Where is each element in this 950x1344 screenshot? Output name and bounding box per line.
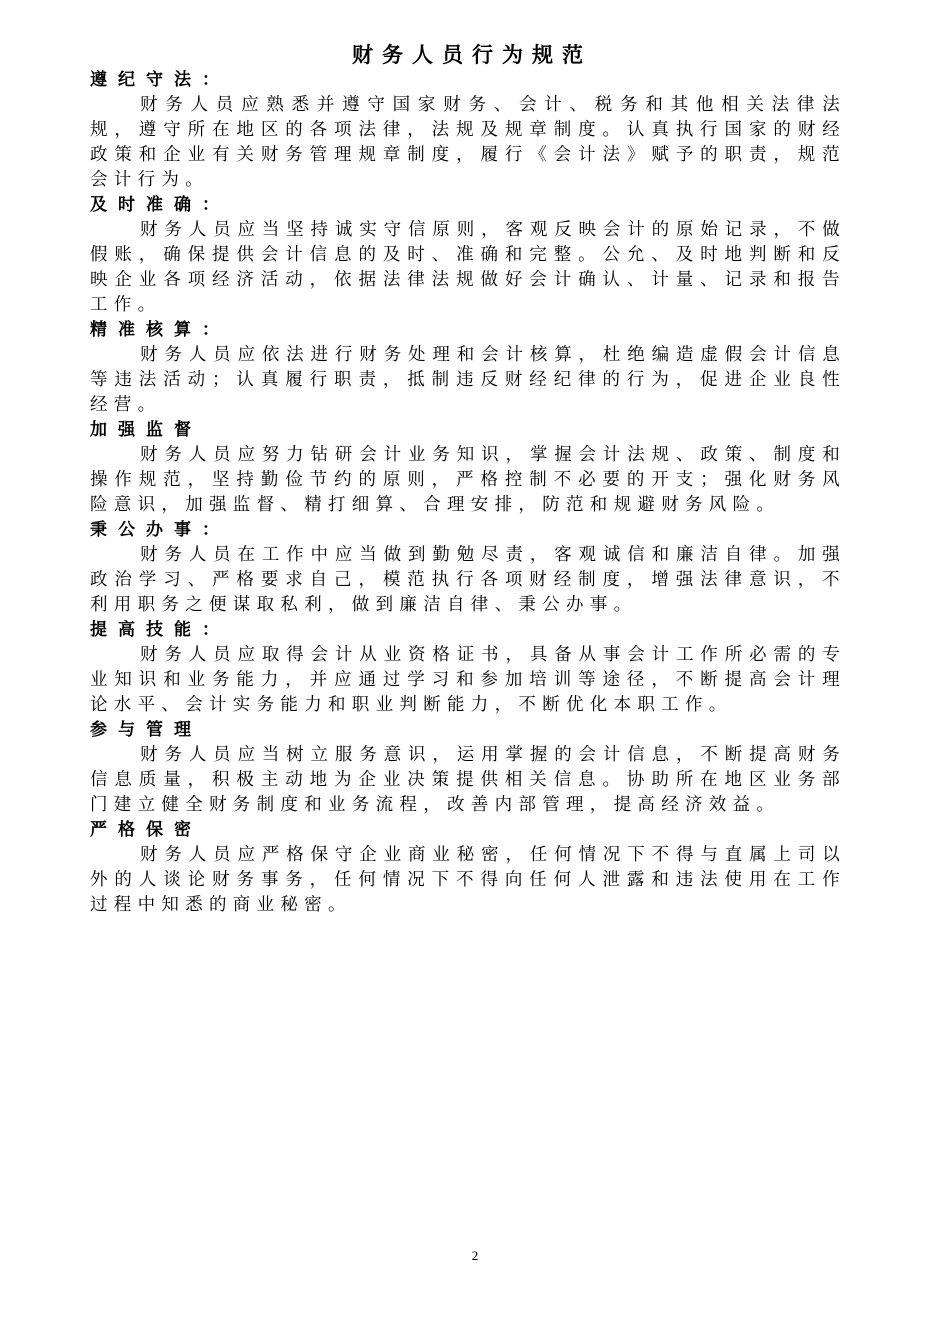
- section-heading: 及时准确：: [90, 195, 230, 215]
- section-heading: 精准核算：: [90, 320, 230, 340]
- section-body: 财务人员应当坚持诚实守信原则，客观反映会计的原始记录，不做假账，确保提供会计信息的及时、准确和完整。公允、及时地判断和反映企业各项经济活动，依据法律法规做好会计确认、计量、记录和报告工作。: [90, 220, 846, 315]
- section-heading: 秉公办事：: [90, 520, 230, 540]
- section-canyu-guanli: [90, 718, 846, 818]
- document-page: [90, 42, 846, 918]
- section-heading: 加强监督: [90, 420, 202, 440]
- section-body: 财务人员应努力钻研会计业务知识，掌握会计法规、政策、制度和操作规范，坚持勤俭节约的原则，严格控制不必要的开支；强化财务风险意识，加强监督、精打细算、合理安排，防范和规避财务风险。: [90, 445, 846, 515]
- section-body: 财务人员应当树立服务意识，运用掌握的会计信息，不断提高财务信息质量，积极主动地为企业决策提供相关信息。协助所在地区业务部门建立健全财务制度和业务流程，改善内部管理，提高经济效益。: [90, 745, 846, 815]
- section-jingzhun-hesuan: [90, 318, 846, 418]
- section-body: 财务人员应依法进行财务处理和会计核算，杜绝编造虚假会计信息等违法活动；认真履行职责，抵制违反财经纪律的行为，促进企业良性经营。: [90, 345, 846, 415]
- section-jiaqiang-jiandu: [90, 418, 846, 518]
- section-jishi-zhunque: [90, 193, 846, 318]
- section-body: 财务人员应熟悉并遵守国家财务、会计、税务和其他相关法律法规，遵守所在地区的各项法律，法规及规章制度。认真执行国家的财经政策和企业有关财务管理规章制度，履行《会计法》赋予的职责，规范会计行为。: [90, 95, 846, 190]
- section-body: 财务人员应取得会计从业资格证书，具备从事会计工作所必需的专业知识和业务能力，并应通过学习和参加培训等途径，不断提高会计理论水平、会计实务能力和职业判断能力，不断优化本职工作。: [90, 645, 846, 715]
- section-heading: 严格保密: [90, 820, 202, 840]
- section-body: 财务人员在工作中应当做到勤勉尽责，客观诚信和廉洁自律。加强政治学习、严格要求自己，模范执行各项财经制度，增强法律意识，不利用职务之便谋取私利，做到廉洁自律、秉公办事。: [90, 545, 846, 615]
- section-binggong-banshi: [90, 518, 846, 618]
- page-number: 2: [471, 1248, 479, 1263]
- section-tigao-jineng: [90, 618, 846, 718]
- document-title: 财务人员行为规范: [352, 43, 592, 67]
- section-zunji-shoufa: [90, 68, 846, 193]
- section-heading: 遵纪守法：: [90, 70, 230, 90]
- section-body: 财务人员应严格保守企业商业秘密，任何情况下不得与直属上司以外的人谈论财务事务，任何情况下不得向任何人泄露和违法使用在工作过程中知悉的商业秘密。: [90, 845, 846, 915]
- section-heading: 参与管理: [90, 720, 202, 740]
- section-yange-baomi: [90, 818, 846, 918]
- section-heading: 提高技能：: [90, 620, 230, 640]
